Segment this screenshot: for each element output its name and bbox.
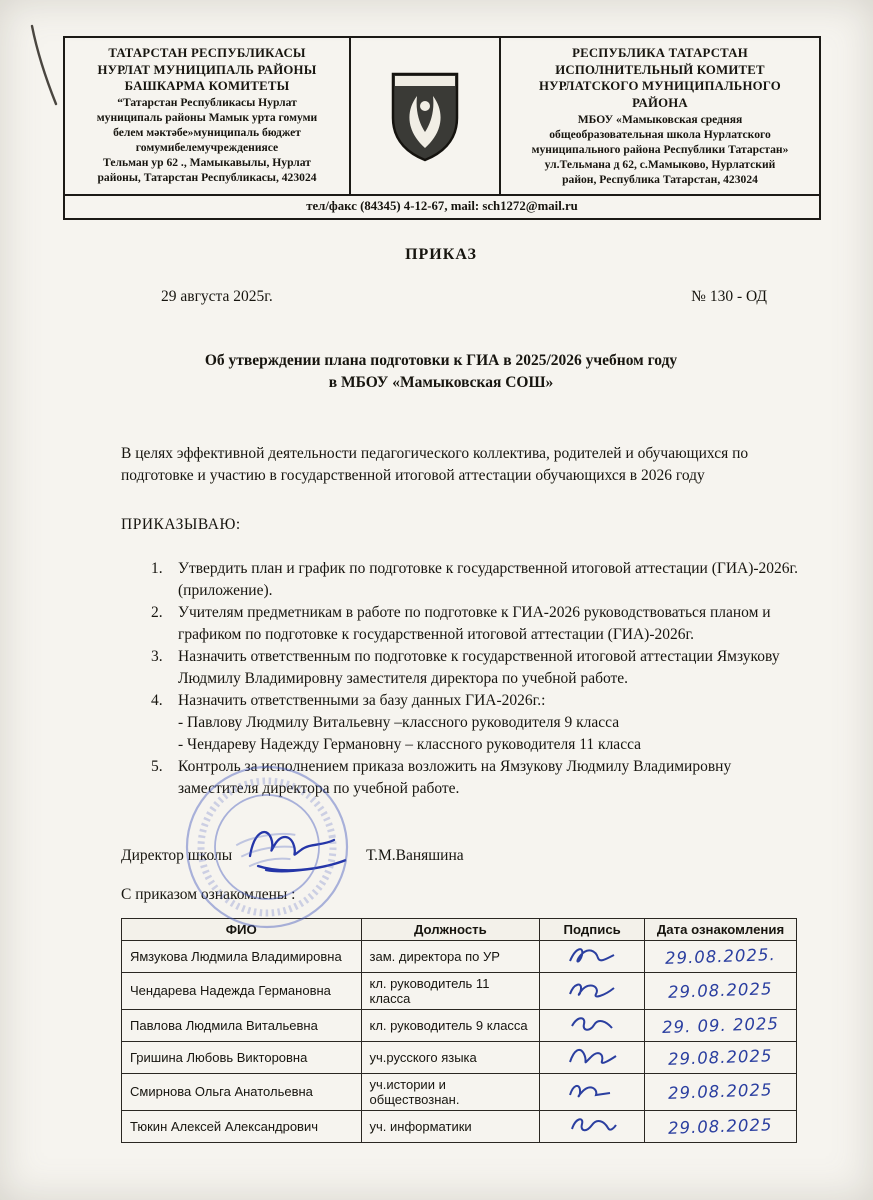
order-item-text: Утвердить план и график по подготовке к государственной итоговой аттестации (ГИА)-2026г.(приложение). xyxy=(178,559,799,599)
date-cell xyxy=(645,1009,797,1041)
order-item-text: Назначить ответственным по подготовке к государственной итоговой аттестации Ямзукову Людмилу Владимировну заместителя директора по учебной работе. xyxy=(178,647,780,687)
date-cell xyxy=(645,1041,797,1073)
director-signature-scribble xyxy=(242,822,362,880)
position-cell: уч. информатики xyxy=(361,1110,540,1142)
handwritten-date: 29.08.2025. xyxy=(664,944,777,968)
date-cell xyxy=(645,1073,797,1110)
order-doc-type: ПРИКАЗ xyxy=(405,246,477,263)
order-item-number: 1. xyxy=(151,559,163,577)
signature-cell xyxy=(540,1110,645,1142)
signature-scribble xyxy=(564,943,620,969)
letterhead-line: ТАТАРСТАН РЕСПУБЛИКАСЫ xyxy=(108,46,306,60)
contact-line: тел/факс (84345) 4-12-67, mail: sch1272@mail.ru xyxy=(65,194,819,218)
fio-cell: Гришина Любовь Викторовна xyxy=(122,1041,362,1073)
table-row xyxy=(122,1009,797,1041)
order-item xyxy=(151,756,803,800)
table-header-cell-date: Дата ознакомления xyxy=(645,918,797,940)
table-row xyxy=(122,1110,797,1142)
fio-cell: Тюкин Алексей Александрович xyxy=(122,1110,362,1142)
signature-cell xyxy=(540,940,645,972)
acknowledgement-label: С приказом ознакомлены : xyxy=(121,885,296,903)
handwritten-date: 29.08.2025 xyxy=(667,1046,774,1069)
signature-scribble xyxy=(564,1113,620,1139)
order-item xyxy=(151,690,803,756)
signature-cell xyxy=(540,972,645,1009)
position-cell: кл. руководитель 11 класса xyxy=(361,972,540,1009)
order-item-number: 5. xyxy=(151,757,163,775)
letterhead-line: район, Республика Татарстан, 423024 xyxy=(562,172,758,186)
order-subject-line: в МБОУ «Мамыковская СОШ» xyxy=(328,374,554,392)
order-item xyxy=(151,646,803,690)
order-item-number: 4. xyxy=(151,691,163,709)
table-row xyxy=(122,1041,797,1073)
letterhead-line: ул.Тельмана д 62, с.Мамыково, Нурлатский xyxy=(544,157,776,171)
letterhead-line: муниципаль районы Мамык урта гомуми xyxy=(96,110,318,124)
position-cell: зам. директора по УР xyxy=(361,940,540,972)
table-header-cell-signature: Подпись xyxy=(540,918,645,940)
order-item-text: Контроль за исполнением приказа возложить на Ямзукову Людмилу Владимировну заместителя директора по учебной работе. xyxy=(178,757,732,797)
table-header-cell-position: Должность xyxy=(361,918,540,940)
signature-scribble xyxy=(564,1079,620,1105)
table-header-cell-fio: ФИО xyxy=(122,918,362,940)
fio-cell: Павлова Людмила Витальевна xyxy=(122,1009,362,1041)
date-cell xyxy=(645,1110,797,1142)
order-item-text-main: Назначить ответственными за базу данных ГИА-2026г.: xyxy=(178,691,546,709)
order-item xyxy=(151,558,803,602)
order-body xyxy=(63,230,819,1143)
signature-cell xyxy=(540,1009,645,1041)
letterhead-line: НУРЛАТ МУНИЦИПАЛЬ РАЙОНЫ xyxy=(97,62,317,77)
signature-scribble xyxy=(564,978,620,1004)
position-cell: уч.истории и обществознан. xyxy=(361,1073,540,1110)
order-items-list xyxy=(151,558,803,800)
date-cell xyxy=(645,972,797,1009)
table-header-row xyxy=(122,918,797,940)
letterhead-line: “Татарстан Республикасы Нурлат xyxy=(117,95,297,109)
director-signature-row xyxy=(121,840,819,872)
order-item-subline: - Павлову Людмилу Витальевну –классного руководителя 9 класса xyxy=(178,713,620,731)
date-cell xyxy=(645,940,797,972)
signature-scribble xyxy=(564,1012,620,1038)
fio-cell: Ямзукова Людмила Владимировна xyxy=(122,940,362,972)
order-subject-line: Об утверждении плана подготовки к ГИА в 2025/2026 учебном году xyxy=(204,352,678,369)
table-row xyxy=(122,1073,797,1110)
coat-of-arms-emblem xyxy=(387,68,463,164)
letterhead-line: Тельман ур 62 ., Мамыкавылы, Нурлат xyxy=(103,156,311,170)
letterhead-line: ИСПОЛНИТЕЛЬНЫЙ КОМИТЕТ xyxy=(555,62,765,77)
order-preamble: В целях эффективной деятельности педагогического коллектива, родителей и обучающихся по подготовке и участию в государственной итоговой аттестации обучающихся в 2026 году xyxy=(121,444,749,485)
letterhead-emblem-cell xyxy=(349,38,499,194)
letterhead-line: МБОУ «Мамыковская средняя xyxy=(577,112,743,126)
director-label: Директор школы xyxy=(121,846,233,864)
table-row xyxy=(122,972,797,1009)
order-subject xyxy=(63,350,819,395)
signature-cell xyxy=(540,1073,645,1110)
fio-cell: Чендарева Надежда Германовна xyxy=(122,972,362,1009)
table-row xyxy=(122,940,797,972)
order-item-text: Учителям предметникам в работе по подготовке к ГИА-2026 руководствоваться планом и графиком по подготовке к государственной итоговой аттестации (ГИА)-2026г. xyxy=(178,603,771,643)
letterhead-line: БАШКАРМА КОМИТЕТЫ xyxy=(124,79,290,94)
order-date: 29 августа 2025г. xyxy=(161,288,273,305)
position-cell: уч.русского языка xyxy=(361,1041,540,1073)
letterhead-line: районы, Татарстан Республикасы, 423024 xyxy=(97,171,317,185)
position-cell: кл. руководитель 9 класса xyxy=(361,1009,540,1041)
order-item-subline: - Чендареву Надежду Германовну – классного руководителя 11 класса xyxy=(178,735,642,753)
letterhead-line: общеобразовательная школа Нурлатского xyxy=(549,127,771,141)
letterhead xyxy=(63,36,821,220)
letterhead-right-block xyxy=(499,38,819,194)
letterhead-line: НУРЛАТСКОГО МУНИЦИПАЛЬНОГО xyxy=(539,79,781,94)
order-item-text xyxy=(178,690,803,756)
order-resolution-word: ПРИКАЗЫВАЮ: xyxy=(121,515,241,533)
order-number: № 130 - ОД xyxy=(691,288,767,305)
letterhead-line: РЕСПУБЛИКА ТАТАРСТАН xyxy=(572,46,748,60)
order-item-number: 2. xyxy=(151,603,163,621)
handwritten-date: 29.08.2025 xyxy=(667,979,774,1003)
order-date-number-row xyxy=(63,288,819,306)
letterhead-line: РАЙОНА xyxy=(632,95,688,110)
signature-cell xyxy=(540,1041,645,1073)
signatures-table xyxy=(121,918,797,1143)
fio-cell: Смирнова Ольга Анатольевна xyxy=(122,1073,362,1110)
director-name: Т.М.Ваняшина xyxy=(366,846,464,864)
letterhead-left-block xyxy=(65,38,349,194)
letterhead-line: муниципального района Республики Татарстан» xyxy=(531,142,789,156)
signature-scribble xyxy=(564,1044,620,1070)
letterhead-line: белем мәктәбе»муниципаль бюджет xyxy=(113,126,301,139)
order-item xyxy=(151,602,803,646)
letterhead-line: гомумибелемучреждениясе xyxy=(135,141,279,155)
handwritten-date: 29. 09. 2025 xyxy=(661,1013,780,1037)
handwritten-date: 29.08.2025 xyxy=(667,1080,774,1104)
order-item-number: 3. xyxy=(151,647,163,665)
handwritten-date: 29.08.2025 xyxy=(667,1115,774,1138)
